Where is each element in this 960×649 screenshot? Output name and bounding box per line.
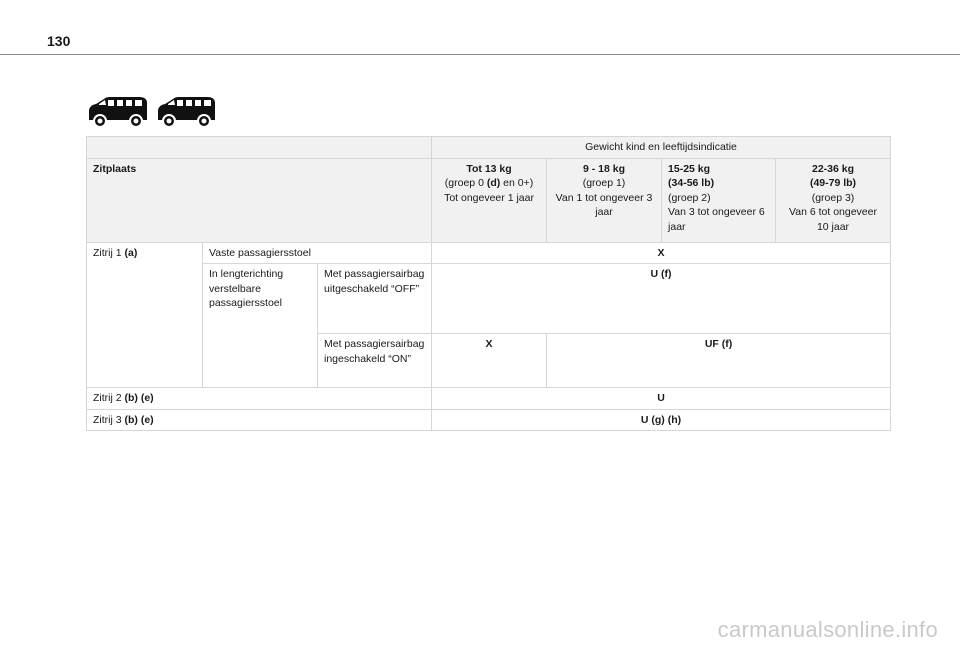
- table-row: [87, 264, 891, 334]
- table-row: [87, 388, 891, 410]
- weight-col-title: (34-56 lb): [668, 177, 715, 189]
- weight-col-group1: [547, 158, 662, 242]
- weight-col-line: (groep 2): [668, 191, 711, 204]
- child-seat-compatibility-table: [86, 136, 891, 431]
- row3-label: [87, 409, 432, 431]
- weight-col-line: Van 3 tot ongeveer 6 jaar: [668, 206, 765, 233]
- weight-col-title: Tot 13 kg: [466, 162, 512, 175]
- weight-col-line: (groep 3): [811, 191, 855, 204]
- airbag-off-value: U (f): [432, 264, 891, 334]
- fixed-seat-label: Vaste passagiersstoel: [203, 242, 432, 264]
- weight-col-group3: [776, 158, 891, 242]
- weight-col-line: en 0+): [500, 177, 534, 189]
- row-label-text: Zitrij 2: [93, 392, 125, 404]
- row-label-text: Zitrij 3: [93, 413, 125, 426]
- footnote-ref: (b) (e): [124, 392, 154, 404]
- table-row: [87, 242, 891, 264]
- airbag-off-label: Met passagiersairbag uitgeschakeld “OFF”: [318, 264, 432, 334]
- weight-col-title: 22-36 kg: [812, 162, 855, 175]
- weight-col-title: (49-79 lb): [809, 177, 857, 189]
- header-blank-cell: [87, 137, 432, 159]
- weight-col-group2: [662, 158, 776, 242]
- weight-col-line: (groep 1): [582, 177, 626, 189]
- weight-col-line: (groep 0: [444, 177, 487, 189]
- header-divider: [0, 54, 960, 55]
- footnote-ref: (d): [486, 177, 501, 189]
- van-short-icon: [86, 96, 148, 128]
- table-row: [87, 409, 891, 431]
- page-number: 130: [47, 33, 71, 49]
- weight-age-header: Gewicht kind en leeftijdsindicatie: [432, 137, 891, 159]
- row2-value: U: [432, 388, 891, 410]
- airbag-on-label: Met passagiersairbag ingeschakeld “ON”: [318, 334, 432, 388]
- fixed-seat-value: X: [432, 242, 891, 264]
- seat-header: Zitplaats: [87, 158, 432, 242]
- weight-col-line: Van 6 tot ongeveer 10 jaar: [789, 206, 877, 233]
- row3-value: U (g) (h): [432, 409, 891, 431]
- weight-col-title: 15-25 kg: [668, 162, 711, 175]
- footnote-ref: (a): [124, 246, 138, 259]
- row1-label: [87, 242, 203, 388]
- watermark: carmanualsonline.info: [717, 617, 938, 642]
- row2-label: [87, 388, 432, 410]
- weight-col-line: Van 1 tot ongeveer 3 jaar: [555, 191, 653, 218]
- weight-col-line: Tot ongeveer 1 jaar: [444, 191, 534, 204]
- van-long-icon: [156, 96, 216, 128]
- adjustable-seat-label: In lengterichting verstelbare passagiersstoel: [203, 264, 318, 388]
- table-header-row: [87, 137, 891, 159]
- row-label-text: Zitrij 1: [93, 246, 125, 259]
- airbag-on-value-rest: UF (f): [547, 334, 891, 388]
- airbag-on-value-group0: X: [432, 334, 547, 388]
- weight-col-group0: [432, 158, 547, 242]
- weight-col-title: 9 - 18 kg: [583, 162, 626, 175]
- weight-columns-row: [87, 158, 891, 242]
- footnote-ref: (b) (e): [124, 413, 154, 426]
